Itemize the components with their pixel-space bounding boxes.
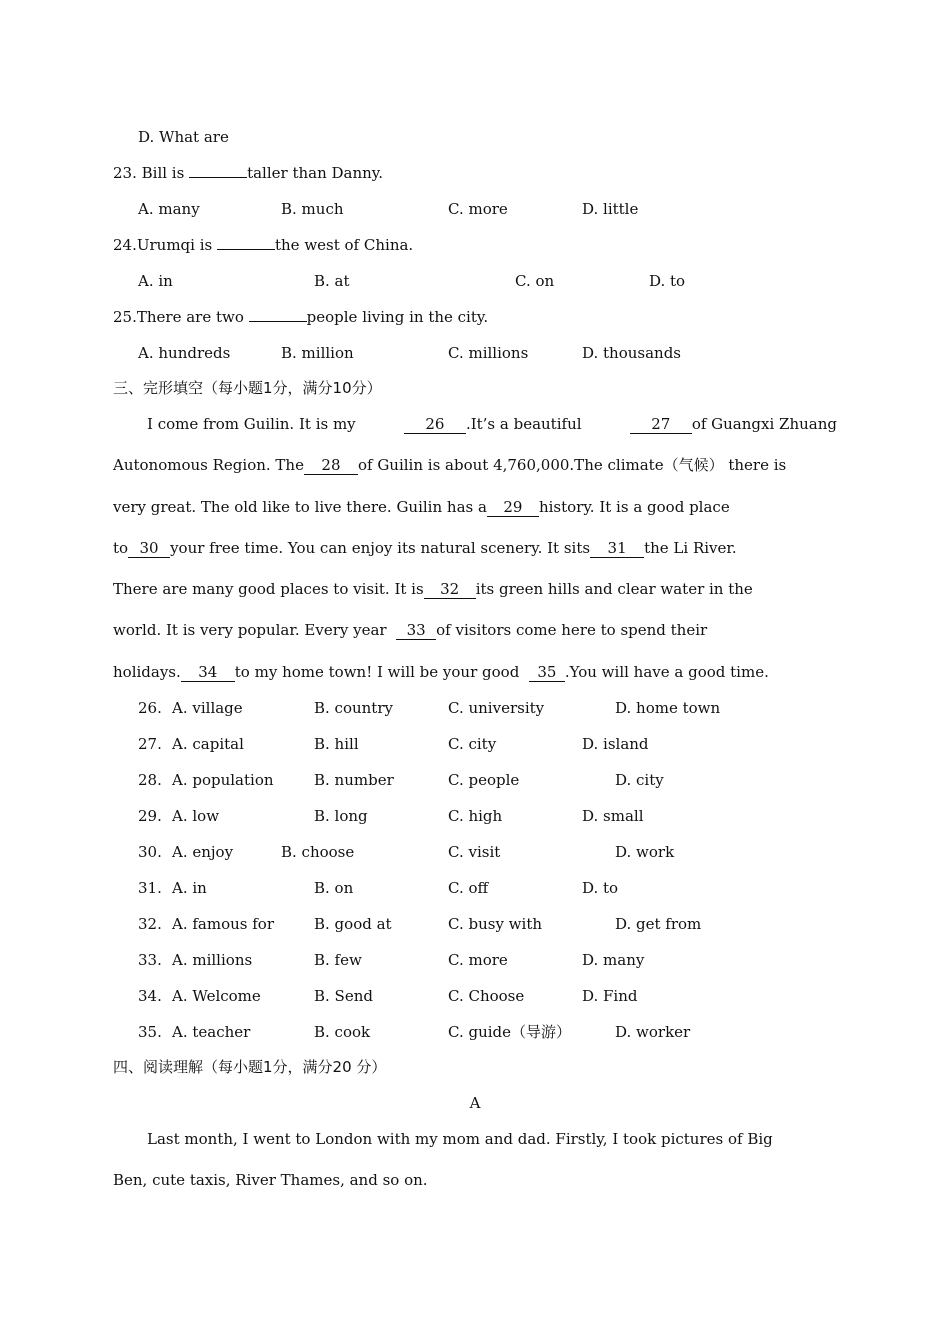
cloze-text: .You will have a good time.	[564, 663, 769, 681]
cloze-text: history. It is a good place	[538, 498, 730, 516]
question-option-c: C. more	[448, 951, 508, 969]
question-option-b: B. cook	[314, 1023, 371, 1041]
cloze-blank-30: 30	[128, 539, 170, 558]
question-number: 31.	[138, 879, 162, 897]
question-option-a: A. low	[172, 807, 220, 825]
question-option-c: C. visit	[448, 843, 501, 861]
cloze-text: to	[113, 539, 129, 557]
question-28	[0, 770, 950, 790]
cloze-text: There are many good places to visit. It is	[113, 580, 424, 598]
q23-stem-end: taller than Danny.	[247, 164, 384, 182]
question-option-c: C. off	[448, 879, 489, 897]
q23-options	[0, 199, 950, 219]
question-option-b: B. number	[314, 771, 394, 789]
question-option-b: B. good at	[314, 915, 392, 933]
question-option-a: A. population	[172, 771, 274, 789]
question-option-a: A. village	[172, 699, 243, 717]
question-number: 32.	[138, 915, 162, 933]
question-option-a: A. millions	[172, 951, 253, 969]
q25-option-d: D. thousands	[582, 344, 682, 362]
cloze-text: to my home town! I will be your good	[234, 663, 520, 681]
question-number: 28.	[138, 771, 162, 789]
question-option-b: B. hill	[314, 735, 359, 753]
q25-stem-start: 25.There are two	[113, 308, 249, 326]
reading-part-title: A	[469, 1094, 481, 1112]
section4-heading: 四、阅读理解（每小题1分，满分20 分）	[113, 1058, 387, 1076]
cloze-blank-27: 27	[630, 415, 692, 434]
q25-option-c: C. millions	[448, 344, 529, 362]
question-32	[0, 914, 950, 934]
question-number: 30.	[138, 843, 162, 861]
cloze-text: of visitors come here to spend their	[436, 621, 708, 639]
question-option-d: D. island	[582, 735, 649, 753]
question-29	[0, 806, 950, 826]
question-option-c: C. high	[448, 807, 503, 825]
question-30	[0, 842, 950, 862]
question-option-c: C. city	[448, 735, 497, 753]
question-option-a: A. enjoy	[172, 843, 234, 861]
q24-stem-end: the west of China.	[274, 236, 414, 254]
question-option-a: A. in	[172, 879, 207, 897]
cloze-blank-32: 32	[424, 580, 476, 599]
cloze-line-6	[113, 620, 837, 640]
cloze-line-5	[113, 579, 837, 599]
cloze-blank-31: 31	[590, 539, 644, 558]
question-number: 29.	[138, 807, 162, 825]
q23-option-d: D. little	[582, 200, 639, 218]
question-option-d: D. city	[615, 771, 664, 789]
question-number: 33.	[138, 951, 162, 969]
reading-passage-line-1	[113, 1129, 837, 1149]
cloze-blank-28: 28	[304, 456, 358, 475]
cloze-line-7	[113, 662, 837, 682]
q23-option-c: C. more	[448, 200, 508, 218]
question-option-a: A. famous for	[172, 915, 274, 933]
q23-answer-blank	[189, 163, 247, 178]
q24-option-c: C. on	[515, 272, 555, 290]
section3-heading: 三、完形填空（每小题1分，满分10分）	[113, 379, 382, 397]
question-option-d: D. worker	[615, 1023, 691, 1041]
question-option-b: B. Send	[314, 987, 373, 1005]
question-option-d: D. to	[582, 879, 619, 897]
question-33	[0, 950, 950, 970]
q25-option-b: B. million	[281, 344, 354, 362]
reading-passage-line-2: Ben, cute taxis, River Thames, and so on.	[113, 1171, 428, 1189]
q25-answer-blank	[249, 307, 307, 322]
cloze-text: world. It is very popular. Every year	[113, 621, 387, 639]
question-option-a: A. teacher	[172, 1023, 251, 1041]
q23-stem	[113, 163, 383, 183]
question-option-d: D. small	[582, 807, 644, 825]
cloze-line-2	[113, 455, 837, 475]
question-31	[0, 878, 950, 898]
question-option-b: B. long	[314, 807, 368, 825]
question-number: 34.	[138, 987, 162, 1005]
question-option-c: C. university	[448, 699, 545, 717]
q25-stem-end: people living in the city.	[306, 308, 489, 326]
question-option-b: B. country	[314, 699, 393, 717]
cloze-blank-29: 29	[487, 498, 539, 517]
question-option-b: B. choose	[281, 843, 355, 861]
question-option-d: D. Find	[582, 987, 638, 1005]
question-option-c: C. Choose	[448, 987, 525, 1005]
reading-text: Last month, I went to London with my mom and dad. Firstly, I took pictures of Big	[147, 1130, 773, 1148]
cloze-blank-35: 35	[529, 663, 565, 682]
question-27	[0, 734, 950, 754]
q23-option-b: B. much	[281, 200, 344, 218]
cloze-text: holidays.	[113, 663, 181, 681]
question-option-c: C. busy with	[448, 915, 543, 933]
question-option-c: C. guide（导游）	[448, 1023, 572, 1041]
question-option-c: C. people	[448, 771, 520, 789]
cloze-text: the Li River.	[644, 539, 737, 557]
q24-option-d: D. to	[649, 272, 686, 290]
q24-option-a: A. in	[138, 272, 173, 290]
cloze-text: your free time. You can enjoy its natural scenery. It sits	[170, 539, 591, 557]
question-35	[0, 1022, 950, 1042]
question-option-d: D. many	[582, 951, 645, 969]
question-option-d: D. home town	[615, 699, 721, 717]
question-option-d: D. work	[615, 843, 675, 861]
question-option-a: A. Welcome	[172, 987, 261, 1005]
cloze-text: Autonomous Region. The	[113, 456, 304, 474]
question-option-b: B. few	[314, 951, 362, 969]
q24-stem	[113, 235, 413, 255]
cloze-line-4	[113, 538, 837, 558]
cloze-text: I come from Guilin. It is my	[147, 415, 356, 433]
question-option-b: B. on	[314, 879, 354, 897]
cloze-text: of Guilin is about 4,760,000.The climate（气候） there is	[357, 456, 787, 474]
question-option-d: D. get from	[615, 915, 702, 933]
q22-option-d: D. What are	[138, 128, 229, 146]
question-34	[0, 986, 950, 1006]
question-number: 35.	[138, 1023, 162, 1041]
q24-answer-blank	[217, 235, 275, 250]
q23-option-a: A. many	[138, 200, 200, 218]
cloze-text: of Guangxi Zhuang	[691, 415, 837, 433]
cloze-text: its green hills and clear water in the	[475, 580, 753, 598]
cloze-blank-26: 26	[404, 415, 466, 434]
question-number: 26.	[138, 699, 162, 717]
cloze-blank-34: 34	[181, 663, 235, 682]
cloze-blank-33: 33	[396, 621, 436, 640]
q25-stem	[113, 307, 488, 327]
q24-options	[0, 271, 950, 291]
question-number: 27.	[138, 735, 162, 753]
q25-options	[0, 343, 950, 363]
question-option-a: A. capital	[172, 735, 244, 753]
q23-stem-start: 23. Bill is	[113, 164, 190, 182]
cloze-text: .It’s a beautiful	[465, 415, 582, 433]
q25-option-a: A. hundreds	[138, 344, 231, 362]
question-26	[0, 698, 950, 718]
cloze-line-1	[113, 414, 837, 434]
cloze-line-3	[113, 497, 837, 517]
q24-option-b: B. at	[314, 272, 350, 290]
q24-stem-start: 24.Urumqi is	[113, 236, 217, 254]
cloze-text: very great. The old like to live there. Guilin has a	[113, 498, 487, 516]
